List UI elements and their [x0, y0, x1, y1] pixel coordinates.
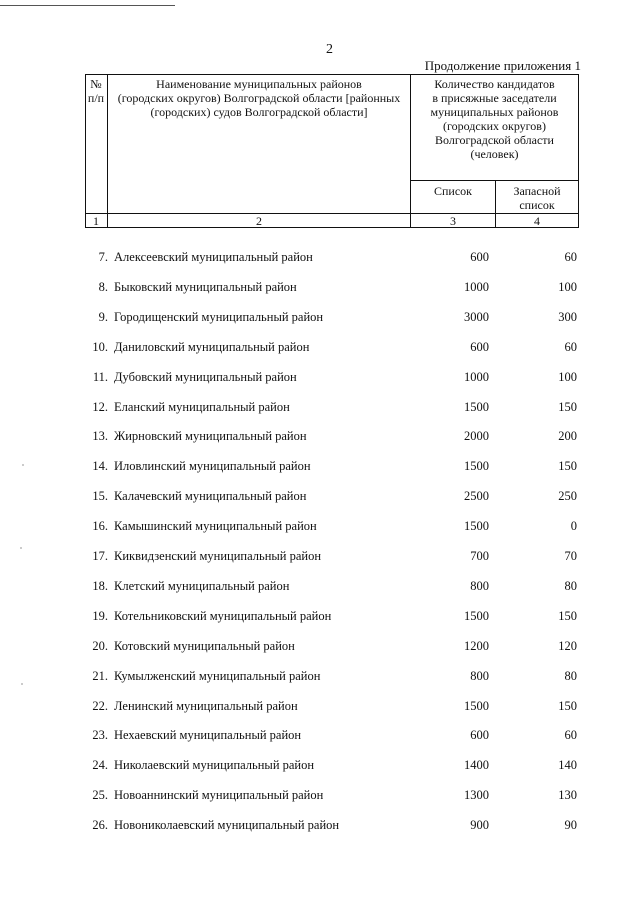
reserve-count: 100	[558, 369, 577, 384]
table-row	[0, 758, 640, 774]
reserve-count: 140	[558, 758, 577, 773]
row-number: 9.	[98, 309, 108, 324]
district-name: Алексеевский муниципальный район	[114, 250, 313, 264]
header-col-count-line: муниципальных районов	[430, 105, 559, 119]
row-number: 13.	[92, 429, 108, 444]
reserve-count: 60	[564, 728, 577, 743]
list-count: 600	[470, 339, 489, 354]
scan-speck	[20, 547, 22, 549]
row-number: 21.	[92, 668, 108, 683]
list-count: 2000	[464, 429, 489, 444]
district-name: Николаевский муниципальный район	[114, 758, 315, 773]
reserve-count: 150	[558, 459, 577, 474]
district-name: Ленинский муниципальный район	[114, 698, 298, 713]
table-row	[0, 519, 640, 535]
header-number-2: 2	[256, 214, 262, 228]
table-row	[0, 699, 640, 715]
header-col-name-line: Наименование муниципальных районов	[156, 77, 362, 91]
page-number: 2	[326, 42, 333, 57]
list-count: 2500	[464, 489, 489, 504]
header-number-4: 4	[534, 214, 540, 228]
header-rule-right	[578, 74, 579, 228]
scan-speck	[21, 683, 23, 685]
header-col-name-line: (городских округов) Волгоградской области [районных	[117, 91, 401, 105]
district-name: Даниловский муниципальный район	[114, 339, 310, 354]
reserve-count: 200	[558, 429, 577, 444]
table-row	[0, 669, 640, 685]
table-row	[0, 728, 640, 744]
list-count: 1200	[464, 638, 489, 653]
list-count: 1000	[464, 369, 489, 384]
table-row	[0, 549, 640, 565]
row-number: 17.	[92, 549, 108, 563]
row-number: 11.	[92, 369, 108, 384]
district-name: Новониколаевский муниципальный район	[114, 818, 340, 833]
header-col-count	[411, 77, 578, 161]
reserve-count: 150	[558, 698, 577, 713]
header-col-count-line: (человек)	[470, 147, 519, 161]
list-count: 1500	[464, 459, 489, 474]
table-header	[85, 74, 579, 228]
table-row	[0, 609, 640, 625]
header-col-count-line: Волгоградской области	[435, 133, 554, 147]
list-count: 1500	[464, 698, 489, 713]
row-number: 14.	[92, 459, 108, 474]
header-col-reserve-line: список	[519, 198, 555, 212]
reserve-count: 300	[558, 309, 577, 324]
district-name: Кумылженский муниципальный район	[114, 668, 321, 683]
reserve-count: 100	[558, 279, 577, 294]
district-name: Иловлинский муниципальный район	[114, 459, 311, 474]
header-number-3: 3	[450, 214, 456, 228]
district-name: Жирновский муниципальный район	[114, 429, 307, 444]
header-col-count-line: (городских округов)	[443, 119, 546, 133]
row-number: 25.	[92, 788, 108, 803]
table-row	[0, 280, 640, 296]
table-row	[0, 579, 640, 595]
table-row	[0, 459, 640, 475]
list-count: 1400	[464, 758, 489, 773]
table-row	[0, 370, 640, 386]
row-number: 24.	[92, 758, 108, 773]
district-name: Быковский муниципальный район	[114, 279, 297, 294]
list-count: 3000	[464, 309, 489, 324]
continuation-label: Продолжение приложения 1	[424, 58, 581, 73]
list-count: 600	[470, 728, 489, 743]
reserve-count: 70	[564, 549, 577, 563]
table-row	[0, 639, 640, 655]
list-count: 1500	[464, 608, 489, 623]
reserve-count: 250	[558, 489, 577, 504]
row-number: 26.	[92, 818, 108, 833]
reserve-count: 120	[558, 638, 577, 653]
reserve-count: 90	[564, 818, 577, 833]
table-row	[0, 400, 640, 416]
table-row	[0, 310, 640, 326]
district-name: Клетский муниципальный район	[114, 578, 290, 593]
list-count: 1500	[464, 519, 489, 534]
reserve-count: 0	[570, 519, 577, 534]
row-number: 19.	[92, 608, 108, 623]
district-name: Дубовский муниципальный район	[114, 369, 297, 384]
reserve-count: 80	[564, 578, 577, 593]
district-name: Калачевский муниципальный район	[114, 489, 307, 504]
reserve-count: 60	[564, 339, 577, 354]
reserve-count: 150	[558, 399, 577, 414]
header-col-count-line: Количество кандидатов	[434, 77, 555, 91]
header-col-number	[85, 77, 107, 105]
header-col-reserve	[496, 184, 578, 212]
row-number: 12.	[92, 399, 108, 414]
header-col-name	[108, 77, 410, 119]
reserve-count: 60	[564, 250, 577, 264]
header-col-name-line: (городских) судов Волгоградской области]	[150, 105, 368, 119]
row-number: 7.	[98, 250, 108, 264]
list-count: 600	[470, 250, 489, 264]
row-number: 15.	[92, 489, 108, 504]
table-row	[0, 818, 640, 834]
row-number: 23.	[92, 728, 108, 743]
header-col-count-line: в присяжные заседатели	[432, 91, 557, 105]
header-col-list: Список	[433, 184, 472, 198]
table-row	[0, 489, 640, 505]
list-count: 900	[470, 818, 489, 833]
reserve-count: 130	[558, 788, 577, 803]
list-count: 700	[470, 549, 489, 563]
header-col-reserve-line: Запасной	[513, 184, 561, 198]
row-number: 10.	[92, 339, 108, 354]
district-name: Камышинский муниципальный район	[114, 519, 317, 534]
header-col-number-line: №	[90, 77, 102, 91]
header-rule-top	[85, 74, 579, 75]
list-count: 800	[470, 668, 489, 683]
table-row	[0, 340, 640, 356]
page-top-line	[0, 5, 175, 6]
list-count: 800	[470, 578, 489, 593]
list-count: 1300	[464, 788, 489, 803]
row-number: 16.	[92, 519, 108, 534]
district-name: Киквидзенский муниципальный район	[114, 549, 322, 563]
row-number: 8.	[98, 279, 108, 294]
scan-speck	[22, 464, 24, 466]
reserve-count: 150	[558, 608, 577, 623]
table-row	[0, 429, 640, 445]
row-number: 18.	[92, 578, 108, 593]
reserve-count: 80	[564, 668, 577, 683]
list-count: 1500	[464, 399, 489, 414]
district-name: Городищенский муниципальный район	[114, 309, 324, 324]
row-number: 22.	[92, 698, 108, 713]
header-col-number-line: п/п	[87, 91, 105, 105]
header-number-1: 1	[93, 214, 99, 228]
list-count: 1000	[464, 279, 489, 294]
row-number: 20.	[92, 638, 108, 653]
district-name: Еланский муниципальный район	[114, 399, 290, 414]
district-name: Нехаевский муниципальный район	[114, 728, 302, 743]
district-name: Новоаннинский муниципальный район	[114, 788, 324, 803]
district-name: Котельниковский муниципальный район	[114, 608, 332, 623]
table-row	[0, 788, 640, 804]
table-row	[0, 250, 640, 266]
district-name: Котовский муниципальный район	[114, 638, 295, 653]
